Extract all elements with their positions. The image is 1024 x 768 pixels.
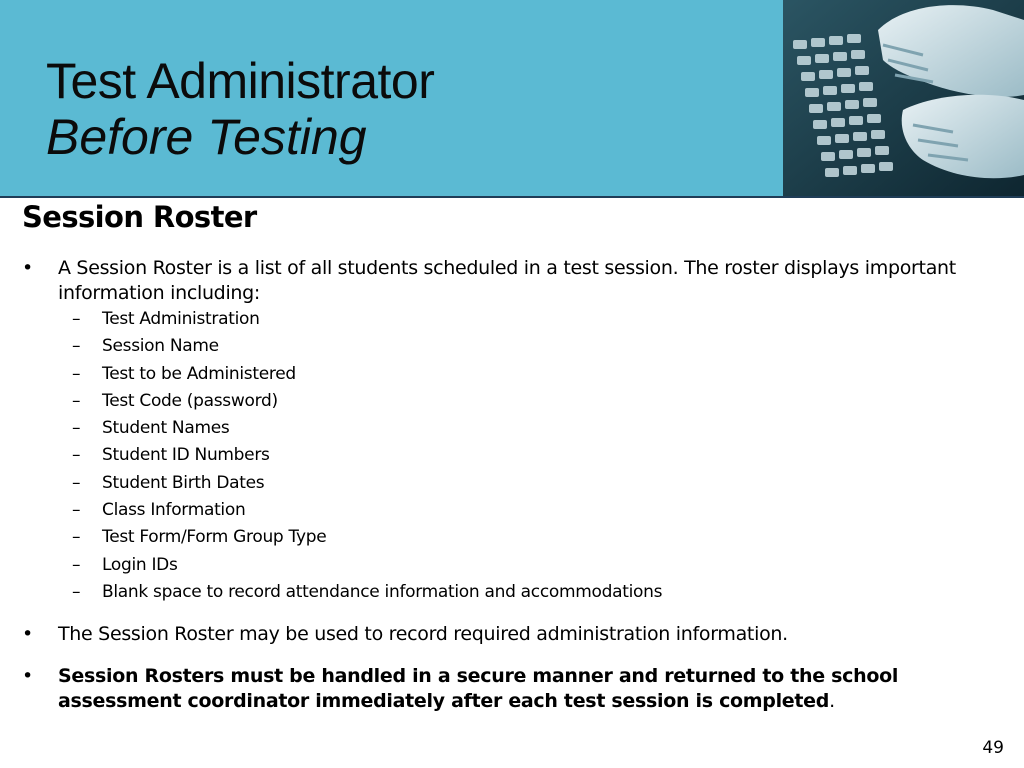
bullet-text: A Session Roster is a list of all students scheduled in a test session. The roster displays important information including:	[58, 257, 956, 304]
sub-item-label: Student Names	[102, 418, 230, 439]
dash-marker: –	[72, 472, 81, 493]
bullet-dot: •	[22, 665, 34, 687]
sub-list-item	[72, 579, 972, 606]
sub-item-label: Blank space to record attendance information and accommodations	[102, 581, 663, 602]
sub-list-item	[72, 361, 972, 388]
dash-marker: –	[72, 554, 81, 575]
typing-hands-photo	[783, 0, 1024, 196]
sub-item-label: Test Code (password)	[102, 390, 278, 411]
dash-marker: –	[72, 418, 81, 439]
sub-item-label: Class Information	[102, 500, 246, 521]
page-number: 49	[982, 738, 1004, 758]
sub-list-item	[72, 552, 972, 579]
bullet-dot: •	[22, 257, 34, 279]
slide-subtitle: Before Testing	[46, 109, 367, 165]
sub-item-label: Test to be Administered	[102, 363, 296, 384]
sub-list-item	[72, 442, 972, 469]
sub-list-item	[72, 415, 972, 442]
sub-item-label: Student ID Numbers	[102, 445, 270, 466]
dash-marker: –	[72, 581, 81, 602]
roster-info-list	[72, 306, 972, 606]
sub-item-label: Session Name	[102, 336, 219, 357]
sub-item-label: Student Birth Dates	[102, 472, 265, 493]
sub-list-item	[72, 388, 972, 415]
sub-list-item	[72, 333, 972, 360]
bullet-tail: .	[829, 690, 835, 712]
sub-list-item	[72, 497, 972, 524]
dash-marker: –	[72, 309, 81, 329]
header-banner	[0, 0, 1024, 198]
sub-list-item	[72, 524, 972, 551]
dash-marker: –	[72, 500, 81, 521]
sub-list-item	[72, 306, 972, 333]
sub-item-label: Test Form/Form Group Type	[102, 527, 327, 548]
dash-marker: –	[72, 336, 81, 357]
sub-item-label: Login IDs	[102, 554, 178, 575]
bullet-text-security	[58, 664, 978, 714]
dash-marker: –	[72, 527, 81, 548]
dash-marker: –	[72, 363, 81, 384]
bullet-dot: •	[22, 623, 34, 645]
dash-marker: –	[72, 445, 81, 466]
bullet-bold-text: Session Rosters must be handled in a secure manner and returned to the school assessment coordinator immediately after each test session is completed	[58, 665, 899, 712]
bullet-text: The Session Roster may be used to record required administration information.	[58, 623, 788, 645]
keyboard-hands-image	[783, 0, 1024, 196]
slide-title: Test Administrator	[46, 53, 435, 109]
section-heading: Session Roster	[22, 200, 257, 234]
dash-marker: –	[72, 390, 81, 411]
sub-item-label: Test Administration	[102, 309, 260, 329]
sub-list-item	[72, 470, 972, 497]
